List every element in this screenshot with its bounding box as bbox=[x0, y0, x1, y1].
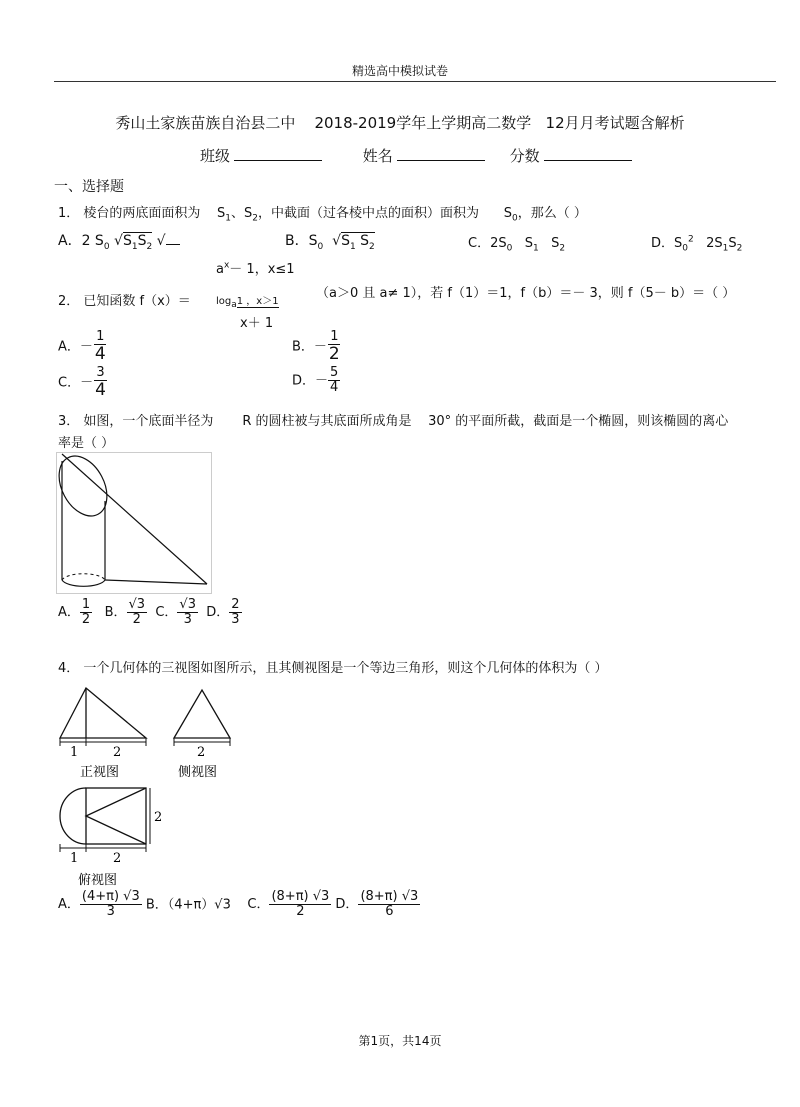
q2-c-text: C．－ bbox=[58, 375, 94, 391]
q2-b-text: B．－ bbox=[292, 339, 327, 355]
q1-s1-sub: 1 bbox=[225, 213, 231, 224]
page-footer: 第1页，共14页 bbox=[358, 1034, 442, 1048]
q3-ellipse-cut bbox=[56, 452, 117, 524]
q4-option-b[interactable]: B．（4+π）√3 bbox=[145, 897, 231, 913]
q1-a-sub2: 2 bbox=[146, 241, 153, 252]
q4-top-vdim-2: 2 bbox=[154, 810, 163, 825]
q4-stem: 4． 一个几何体的三视图如图所示，且其侧视图是一个等边三角形，则这个几何体的体积为（ ） bbox=[58, 661, 608, 676]
q4-a-frac bbox=[80, 890, 142, 920]
q3-stem-c: 的平面所截，截面是一个椭圆，则该椭圆的离心 bbox=[455, 414, 729, 429]
info-line bbox=[200, 145, 632, 166]
q4-d-text: D． bbox=[335, 897, 359, 913]
q3-angle: 30° bbox=[428, 414, 452, 429]
q4-top-dim-1: 1 bbox=[70, 851, 79, 866]
q1-a-s2: S bbox=[137, 233, 147, 249]
q3-a-den: 2 bbox=[81, 612, 91, 628]
q1-b-sub1: 1 bbox=[349, 241, 356, 252]
q1-b-s1: S bbox=[341, 233, 350, 249]
q3-d-text: D． bbox=[206, 605, 230, 621]
q3-option-d[interactable] bbox=[206, 597, 241, 628]
q4-c-num: (8+π) √3 bbox=[271, 889, 330, 904]
q3-c-frac bbox=[177, 598, 198, 628]
q3-c-num: √3 bbox=[179, 597, 196, 612]
q4-top-rect bbox=[86, 788, 146, 844]
q2-b-num: 1 bbox=[330, 329, 339, 344]
title-year: 2018-2019 bbox=[314, 114, 397, 132]
q4-c-frac bbox=[269, 890, 331, 920]
q3-d-frac bbox=[229, 598, 241, 628]
q4-options bbox=[58, 890, 420, 920]
q3-a-num: 1 bbox=[81, 597, 91, 612]
title-end: 月月考试题含解析 bbox=[564, 114, 685, 132]
q1-stem-a: 1． 棱台的两底面面积为 bbox=[58, 206, 201, 221]
q3-a-frac bbox=[80, 598, 92, 628]
q1-s0-sub: 0 bbox=[512, 213, 518, 224]
q1-option-d[interactable] bbox=[651, 232, 742, 254]
q3-c-den: 3 bbox=[183, 612, 192, 628]
q4-side-dim-2: 2 bbox=[197, 745, 206, 760]
q3-cylinder-figure bbox=[56, 452, 212, 594]
q3-option-a[interactable] bbox=[58, 597, 92, 628]
q3-stem bbox=[58, 410, 728, 429]
q4-top-triangle bbox=[86, 788, 146, 844]
q1-option-c[interactable] bbox=[468, 232, 565, 254]
q2-a-frac bbox=[93, 330, 108, 364]
q1-a-sub1: 1 bbox=[131, 241, 138, 252]
q2-d-num: 5 bbox=[330, 365, 339, 380]
q1-c-sub: 0 bbox=[506, 243, 513, 254]
q2-b-den: 2 bbox=[328, 344, 340, 365]
q2-log-sub: a bbox=[231, 300, 237, 310]
q2-case1-rest: － 1，x≤1 bbox=[229, 262, 295, 277]
q1-d-s2: S bbox=[728, 236, 737, 251]
q4-a-text: A． bbox=[58, 897, 80, 913]
q2-d-text: D．－ bbox=[292, 373, 329, 389]
q2-a-text: A．－ bbox=[58, 339, 93, 355]
q1-b-s2: S bbox=[360, 233, 370, 249]
q2-case1-a: a bbox=[216, 262, 224, 277]
q1-b-radicand bbox=[341, 232, 375, 252]
title-subject: 学年上学期高二数学 bbox=[396, 114, 532, 132]
q4-side-triangle bbox=[174, 690, 230, 738]
page-header: 精选高中模拟试卷 bbox=[351, 64, 448, 78]
q2-a-num: 1 bbox=[96, 329, 105, 344]
q1-stem-c: ，那么（ ） bbox=[517, 206, 587, 221]
sqrt-icon: √ bbox=[332, 233, 342, 249]
q1-c-s1: S bbox=[524, 236, 534, 251]
q4-front-dim-1: 1 bbox=[70, 745, 79, 760]
q2-c-frac bbox=[93, 366, 108, 400]
q4-three-views-figure bbox=[56, 680, 236, 890]
q3-d-num: 2 bbox=[231, 597, 240, 612]
q2-case1 bbox=[216, 258, 295, 277]
q4-d-num: (8+π) √3 bbox=[360, 889, 419, 904]
name-label: 姓名 bbox=[362, 147, 393, 165]
exam-title bbox=[0, 112, 800, 133]
q3-option-c[interactable] bbox=[155, 597, 198, 628]
q2-d-frac bbox=[328, 366, 340, 396]
score-blank[interactable] bbox=[544, 148, 632, 161]
q4-front-triangle bbox=[60, 688, 146, 738]
q2-log-arg: 1 ，x＞1 bbox=[236, 296, 279, 307]
q1-b-sub: 0 bbox=[317, 241, 324, 252]
q1-d-sub: 0 bbox=[682, 243, 688, 254]
q1-d-sub1: 1 bbox=[722, 243, 729, 254]
q4-c-den: 2 bbox=[296, 904, 305, 920]
q1-s0: S bbox=[503, 206, 513, 221]
q2-log-den: x＋ 1 bbox=[240, 316, 274, 331]
q1-s2-sub: 2 bbox=[252, 213, 258, 224]
q3-cut-line bbox=[62, 454, 207, 584]
title-school: 秀山土家族苗族自治县二中 bbox=[115, 114, 296, 132]
q1-d-text: D．S bbox=[651, 236, 683, 251]
q4-c-text: C． bbox=[247, 897, 270, 913]
q4-a-den: 3 bbox=[106, 904, 115, 920]
q2-c-den: 4 bbox=[95, 380, 106, 401]
q4-side-label: 侧视图 bbox=[178, 765, 218, 780]
score-label: 分数 bbox=[509, 147, 540, 165]
q3-ground-line bbox=[105, 580, 207, 584]
q1-c-text: C．2S bbox=[468, 236, 507, 251]
q2-d-den: 4 bbox=[330, 380, 339, 396]
q1-option-a[interactable] bbox=[58, 230, 180, 252]
q1-a-empty-radicand bbox=[166, 244, 180, 245]
q1-stem bbox=[58, 202, 587, 224]
q4-a-num: (4+π) √3 bbox=[81, 889, 140, 904]
q1-b-text: B．S bbox=[285, 233, 318, 249]
q1-option-b[interactable] bbox=[285, 230, 375, 252]
q3-b-num: √3 bbox=[128, 597, 146, 612]
q2-stem-b: （a＞0 且 a≠ 1），若 f（1）＝1，f（b）＝－ 3，则 f（5－ b）＝（ ） bbox=[316, 286, 736, 301]
q3-stem-d: 率是（ ） bbox=[58, 436, 115, 451]
q1-d-sup: 2 bbox=[688, 234, 694, 245]
class-blank[interactable] bbox=[234, 148, 322, 161]
q3-b-frac bbox=[127, 598, 148, 628]
q4-front-dim-2: 2 bbox=[113, 745, 122, 760]
sqrt-icon: √ bbox=[114, 233, 123, 249]
q4-d-den: 6 bbox=[385, 904, 394, 920]
q4-top-dim-2: 2 bbox=[113, 851, 122, 866]
q1-sep: 、 bbox=[230, 206, 244, 221]
q3-a-text: A． bbox=[58, 605, 80, 621]
q2-a-den: 4 bbox=[94, 344, 106, 365]
title-month: 12 bbox=[545, 114, 565, 132]
q1-s1: S bbox=[216, 206, 226, 221]
q4-front-label: 正视图 bbox=[80, 765, 120, 780]
q1-d-sub2: 2 bbox=[736, 243, 743, 254]
q2-stem-a: 2． 已知函数 f（x）＝ bbox=[58, 294, 191, 309]
q4-d-frac bbox=[358, 890, 420, 920]
q1-a-text: A．2 S bbox=[58, 233, 104, 249]
q3-option-b[interactable] bbox=[104, 597, 147, 628]
q3-r: R bbox=[242, 414, 252, 429]
q2-option-c[interactable] bbox=[58, 366, 108, 400]
q1-c-sub1: 1 bbox=[533, 243, 539, 254]
q1-a-sub: 0 bbox=[103, 241, 110, 252]
q3-c-text: C． bbox=[155, 605, 178, 621]
q3-base-front bbox=[62, 580, 105, 586]
q4-top-semicircle bbox=[60, 788, 86, 844]
q2-option-a[interactable] bbox=[58, 330, 108, 364]
q2-case2 bbox=[216, 292, 279, 310]
q1-s2: S bbox=[243, 206, 253, 221]
q1-a-s1: S bbox=[122, 233, 132, 249]
q2-c-num: 3 bbox=[96, 365, 105, 380]
q4-top-label: 俯视图 bbox=[78, 873, 118, 888]
q2-log: log bbox=[216, 296, 232, 307]
q3-base-back bbox=[62, 574, 105, 580]
name-blank[interactable] bbox=[397, 148, 485, 161]
q1-c-sub2: 2 bbox=[559, 243, 566, 254]
q3-b-den: 2 bbox=[132, 612, 141, 628]
q2-option-b[interactable] bbox=[292, 330, 342, 364]
sqrt-icon: √ bbox=[156, 233, 166, 249]
header-rule bbox=[54, 81, 776, 82]
q2-b-frac bbox=[327, 330, 342, 364]
q1-d-s1: 2S bbox=[706, 236, 723, 251]
q1-b-sub2: 2 bbox=[369, 241, 375, 252]
section-heading: 一、选择题 bbox=[54, 179, 124, 195]
q3-options bbox=[58, 598, 242, 628]
q2-case1-sup: x bbox=[223, 260, 230, 271]
q3-stem-b: 的圆柱被与其底面所成角是 bbox=[255, 414, 412, 429]
q3-d-den: 3 bbox=[231, 612, 240, 628]
q1-stem-b: ，中截面（过各棱中点的面积）面积为 bbox=[257, 206, 479, 221]
class-label: 班级 bbox=[200, 147, 231, 165]
q1-a-radicand bbox=[122, 232, 153, 252]
q3-stem-a: 3． 如图，一个底面半径为 bbox=[58, 414, 214, 429]
q1-c-s2: S bbox=[551, 236, 560, 251]
q2-option-d[interactable] bbox=[292, 366, 340, 396]
q3-b-text: B． bbox=[104, 605, 127, 621]
